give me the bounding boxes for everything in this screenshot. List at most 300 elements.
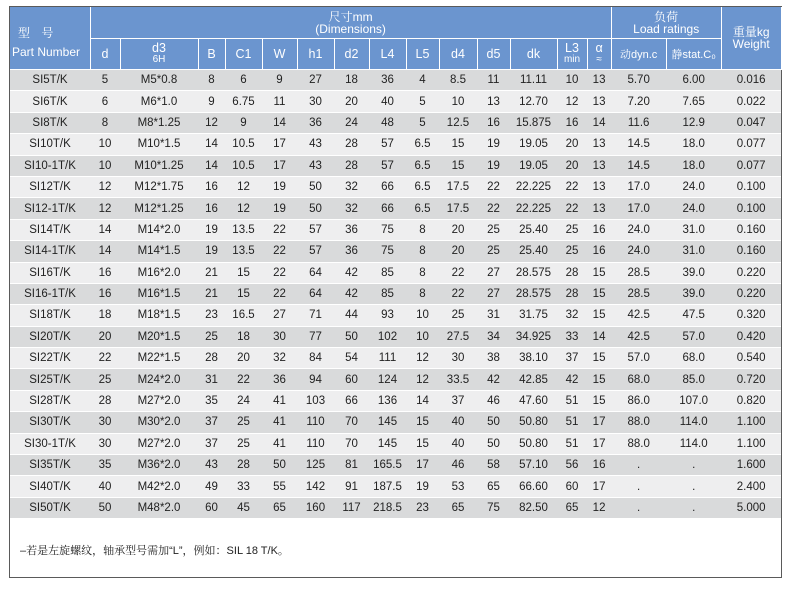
col-d: d xyxy=(90,39,120,70)
table-cell: 85 xyxy=(369,283,406,304)
table-cell: 28 xyxy=(198,348,225,369)
table-cell: 19.05 xyxy=(510,155,557,176)
table-cell: 24.0 xyxy=(666,198,721,219)
table-cell: 9 xyxy=(198,91,225,112)
table-row xyxy=(10,369,781,390)
table-cell: 7.65 xyxy=(666,91,721,112)
table-cell: 71 xyxy=(297,305,334,326)
cell-part-number: SI30T/K xyxy=(10,412,90,433)
table-cell: 81 xyxy=(334,455,369,476)
col-c1: C1 xyxy=(225,39,262,70)
table-cell: 24.0 xyxy=(666,176,721,197)
cell-part-number: SI40T/K xyxy=(10,476,90,497)
table-cell: 42 xyxy=(334,262,369,283)
table-row xyxy=(10,390,781,411)
table-cell: 17.0 xyxy=(611,198,666,219)
table-cell: 22 xyxy=(477,198,510,219)
table-cell: 43 xyxy=(198,455,225,476)
table-cell: 0.160 xyxy=(721,219,781,240)
table-cell: 19 xyxy=(262,198,297,219)
table-cell: 25 xyxy=(198,326,225,347)
table-cell: 75 xyxy=(369,219,406,240)
table-cell: M48*2.0 xyxy=(120,497,198,518)
table-cell: 43 xyxy=(297,155,334,176)
cell-part-number: SI12-1T/K xyxy=(10,198,90,219)
table-cell: 0.022 xyxy=(721,91,781,112)
table-row xyxy=(10,241,781,262)
spec-table xyxy=(10,7,782,519)
table-cell: 5 xyxy=(406,91,439,112)
table-cell: 16 xyxy=(477,112,510,133)
cell-part-number: SI6T/K xyxy=(10,91,90,112)
table-cell: 39.0 xyxy=(666,262,721,283)
table-cell: 22.225 xyxy=(510,176,557,197)
table-cell: 5 xyxy=(90,70,120,91)
table-cell: M10*1.5 xyxy=(120,134,198,155)
table-cell: 0.100 xyxy=(721,176,781,197)
table-cell: 0.160 xyxy=(721,241,781,262)
table-cell: 15 xyxy=(225,262,262,283)
table-cell: 136 xyxy=(369,390,406,411)
table-cell: 28 xyxy=(90,390,120,411)
table-row xyxy=(10,305,781,326)
table-cell: 31.0 xyxy=(666,219,721,240)
table-cell: 13.5 xyxy=(225,219,262,240)
table-cell: 60 xyxy=(334,369,369,390)
table-cell: 218.5 xyxy=(369,497,406,518)
table-cell: 0.220 xyxy=(721,262,781,283)
header-load-ratings: 负荷 Load ratings xyxy=(611,7,721,39)
table-cell: 28 xyxy=(334,155,369,176)
table-cell: . xyxy=(666,455,721,476)
table-cell: 30 xyxy=(439,348,477,369)
table-cell: 114.0 xyxy=(666,433,721,454)
table-cell: 42.5 xyxy=(611,326,666,347)
table-cell: 14.5 xyxy=(611,155,666,176)
table-cell: 65 xyxy=(262,497,297,518)
table-cell: 28.5 xyxy=(611,262,666,283)
table-cell: 25.40 xyxy=(510,241,557,262)
table-cell: 33 xyxy=(557,326,587,347)
table-cell: 124 xyxy=(369,369,406,390)
table-cell: 37 xyxy=(439,390,477,411)
table-cell: 30 xyxy=(262,326,297,347)
table-cell: 38.10 xyxy=(510,348,557,369)
table-cell: 17 xyxy=(587,433,611,454)
table-cell: 25 xyxy=(557,219,587,240)
table-cell: 0.540 xyxy=(721,348,781,369)
table-cell: 0.077 xyxy=(721,134,781,155)
table-cell: 6 xyxy=(225,70,262,91)
table-cell: 33.5 xyxy=(439,369,477,390)
table-cell: M27*2.0 xyxy=(120,433,198,454)
table-cell: 37 xyxy=(198,433,225,454)
cell-part-number: SI10T/K xyxy=(10,134,90,155)
table-cell: 86.0 xyxy=(611,390,666,411)
spec-table-body xyxy=(10,70,781,519)
table-cell: 12 xyxy=(90,176,120,197)
col-stat-load: 静stat.C₀ xyxy=(666,39,721,70)
header-part-number: 型 号 Part Number xyxy=(10,7,90,70)
table-cell: 16.5 xyxy=(225,305,262,326)
table-cell: 10 xyxy=(90,155,120,176)
table-cell: 22 xyxy=(262,262,297,283)
table-cell: 114.0 xyxy=(666,412,721,433)
table-cell: 84 xyxy=(297,348,334,369)
table-cell: 22 xyxy=(225,369,262,390)
table-cell: 10 xyxy=(439,91,477,112)
table-cell: 15 xyxy=(587,262,611,283)
table-cell: 5.70 xyxy=(611,70,666,91)
table-cell: 44 xyxy=(334,305,369,326)
table-cell: 37 xyxy=(198,412,225,433)
table-cell: M16*2.0 xyxy=(120,262,198,283)
table-cell: 14 xyxy=(90,219,120,240)
table-cell: 17 xyxy=(262,155,297,176)
table-cell: 13 xyxy=(587,70,611,91)
table-cell: 1.600 xyxy=(721,455,781,476)
table-row xyxy=(10,91,781,112)
table-cell: M30*2.0 xyxy=(120,412,198,433)
table-cell: 14 xyxy=(262,112,297,133)
table-cell: 13.5 xyxy=(225,241,262,262)
col-d4: d4 xyxy=(439,39,477,70)
table-cell: 36 xyxy=(369,70,406,91)
table-cell: 15 xyxy=(587,348,611,369)
table-cell: . xyxy=(666,476,721,497)
table-cell: M20*1.5 xyxy=(120,326,198,347)
table-cell: 48 xyxy=(369,112,406,133)
table-cell: 13 xyxy=(587,155,611,176)
table-cell: 51 xyxy=(557,390,587,411)
footnote: –若是左旋螺纹，轴承型号需加“L”，例如：SIL 18 T/K。 xyxy=(20,545,289,557)
table-cell: 103 xyxy=(297,390,334,411)
cell-part-number: SI18T/K xyxy=(10,305,90,326)
table-cell: 18 xyxy=(90,305,120,326)
table-cell: 6.75 xyxy=(225,91,262,112)
table-cell: 41 xyxy=(262,390,297,411)
table-cell: 45 xyxy=(225,497,262,518)
table-cell: 50 xyxy=(297,176,334,197)
table-cell: 10.5 xyxy=(225,134,262,155)
col-alpha: α ≈ xyxy=(587,39,611,70)
table-cell: 93 xyxy=(369,305,406,326)
table-cell: 49 xyxy=(198,476,225,497)
table-row xyxy=(10,412,781,433)
table-cell: 110 xyxy=(297,433,334,454)
table-cell: 40 xyxy=(90,476,120,497)
cell-part-number: SI28T/K xyxy=(10,390,90,411)
table-cell: 19 xyxy=(198,219,225,240)
table-cell: 40 xyxy=(369,91,406,112)
table-cell: 50.80 xyxy=(510,433,557,454)
cell-part-number: SI35T/K xyxy=(10,455,90,476)
table-cell: 6.5 xyxy=(406,176,439,197)
col-h1: h1 xyxy=(297,39,334,70)
table-cell: 19 xyxy=(477,155,510,176)
col-w: W xyxy=(262,39,297,70)
table-cell: 66 xyxy=(369,176,406,197)
table-cell: 24.0 xyxy=(611,219,666,240)
table-cell: 11.6 xyxy=(611,112,666,133)
table-cell: 68.0 xyxy=(611,369,666,390)
col-d3: d3 6H xyxy=(120,39,198,70)
table-cell: 32 xyxy=(557,305,587,326)
cell-part-number: SI16T/K xyxy=(10,262,90,283)
table-cell: 57.10 xyxy=(510,455,557,476)
table-row xyxy=(10,176,781,197)
table-cell: 111 xyxy=(369,348,406,369)
table-cell: 12 xyxy=(90,198,120,219)
table-cell: 16 xyxy=(198,176,225,197)
table-cell: M8*1.25 xyxy=(120,112,198,133)
table-cell: 20 xyxy=(557,134,587,155)
table-cell: 57 xyxy=(297,219,334,240)
table-cell: 75 xyxy=(477,497,510,518)
table-cell: 70 xyxy=(334,412,369,433)
table-row xyxy=(10,348,781,369)
table-cell: 22 xyxy=(439,262,477,283)
table-cell: 14.5 xyxy=(611,134,666,155)
table-cell: 46 xyxy=(439,455,477,476)
table-cell: 33 xyxy=(225,476,262,497)
table-cell: 66 xyxy=(369,198,406,219)
table-row xyxy=(10,198,781,219)
table-cell: 54 xyxy=(334,348,369,369)
table-cell: 41 xyxy=(262,433,297,454)
table-cell: 22 xyxy=(439,283,477,304)
table-cell: 57 xyxy=(369,155,406,176)
table-cell: 19 xyxy=(406,476,439,497)
table-cell: 9 xyxy=(262,70,297,91)
table-cell: 28 xyxy=(557,283,587,304)
table-cell: 15 xyxy=(225,283,262,304)
table-cell: 32 xyxy=(262,348,297,369)
table-cell: 22 xyxy=(90,348,120,369)
table-cell: 8 xyxy=(406,262,439,283)
table-cell: 8 xyxy=(406,241,439,262)
table-cell: 15 xyxy=(439,134,477,155)
cell-part-number: SI8T/K xyxy=(10,112,90,133)
table-row xyxy=(10,455,781,476)
table-cell: 14 xyxy=(587,326,611,347)
table-row xyxy=(10,476,781,497)
table-cell: 160 xyxy=(297,497,334,518)
table-cell: 15 xyxy=(587,283,611,304)
table-cell: 15 xyxy=(439,155,477,176)
cell-part-number: SI5T/K xyxy=(10,70,90,91)
table-cell: 32 xyxy=(334,198,369,219)
table-cell: 31 xyxy=(477,305,510,326)
table-cell: . xyxy=(611,476,666,497)
table-cell: 18 xyxy=(225,326,262,347)
table-cell: 64 xyxy=(297,283,334,304)
table-cell: 41 xyxy=(262,412,297,433)
table-row xyxy=(10,70,781,91)
table-cell: 19 xyxy=(262,176,297,197)
table-cell: 17.5 xyxy=(439,198,477,219)
table-cell: 25 xyxy=(439,305,477,326)
table-cell: 8.5 xyxy=(439,70,477,91)
table-cell: M24*2.0 xyxy=(120,369,198,390)
table-cell: 125 xyxy=(297,455,334,476)
table-cell: 15 xyxy=(406,433,439,454)
table-cell: 65 xyxy=(557,497,587,518)
table-cell: 88.0 xyxy=(611,412,666,433)
table-cell: 0.077 xyxy=(721,155,781,176)
table-cell: 0.100 xyxy=(721,198,781,219)
table-cell: 17 xyxy=(587,412,611,433)
table-cell: 18 xyxy=(334,70,369,91)
table-cell: 6.00 xyxy=(666,70,721,91)
table-cell: 53 xyxy=(439,476,477,497)
table-cell: 12 xyxy=(406,369,439,390)
table-cell: 15.875 xyxy=(510,112,557,133)
table-cell: 35 xyxy=(198,390,225,411)
table-cell: 0.047 xyxy=(721,112,781,133)
table-cell: 36 xyxy=(334,219,369,240)
table-cell: 31.75 xyxy=(510,305,557,326)
col-l5: L5 xyxy=(406,39,439,70)
table-cell: 27 xyxy=(262,305,297,326)
table-cell: M10*1.25 xyxy=(120,155,198,176)
table-cell: 57.0 xyxy=(666,326,721,347)
table-cell: 36 xyxy=(334,241,369,262)
cell-part-number: SI10-1T/K xyxy=(10,155,90,176)
table-cell: 15 xyxy=(587,369,611,390)
table-cell: 23 xyxy=(198,305,225,326)
table-cell: 19.05 xyxy=(510,134,557,155)
table-cell: 51 xyxy=(557,433,587,454)
table-cell: 10 xyxy=(406,326,439,347)
table-cell: 47.60 xyxy=(510,390,557,411)
table-cell: 12.5 xyxy=(439,112,477,133)
table-cell: 42.85 xyxy=(510,369,557,390)
table-cell: 28 xyxy=(334,134,369,155)
table-cell: 16 xyxy=(198,198,225,219)
table-cell: 12.70 xyxy=(510,91,557,112)
table-cell: 19 xyxy=(198,241,225,262)
table-cell: 30 xyxy=(90,433,120,454)
table-cell: . xyxy=(611,497,666,518)
table-cell: 28.5 xyxy=(611,283,666,304)
table-cell: 14 xyxy=(198,134,225,155)
table-cell: 12 xyxy=(225,176,262,197)
table-cell: 14 xyxy=(90,241,120,262)
table-cell: M27*2.0 xyxy=(120,390,198,411)
table-cell: 13 xyxy=(477,91,510,112)
table-cell: 1.100 xyxy=(721,433,781,454)
table-cell: 88.0 xyxy=(611,433,666,454)
table-cell: 13 xyxy=(587,134,611,155)
table-cell: 24 xyxy=(225,390,262,411)
table-cell: 10.5 xyxy=(225,155,262,176)
table-cell: 50 xyxy=(262,455,297,476)
table-cell: M12*1.75 xyxy=(120,176,198,197)
table-cell: 27.5 xyxy=(439,326,477,347)
table-cell: 9 xyxy=(225,112,262,133)
table-cell: 16 xyxy=(90,262,120,283)
table-cell: 15 xyxy=(587,305,611,326)
table-cell: 56 xyxy=(557,455,587,476)
table-cell: 165.5 xyxy=(369,455,406,476)
table-cell: 25 xyxy=(557,241,587,262)
table-cell: 8 xyxy=(90,112,120,133)
table-cell: 0.720 xyxy=(721,369,781,390)
table-cell: 16 xyxy=(587,241,611,262)
table-cell: 37 xyxy=(557,348,587,369)
table-cell: M18*1.5 xyxy=(120,305,198,326)
table-cell: 57 xyxy=(369,134,406,155)
table-cell: 8 xyxy=(406,283,439,304)
table-cell: 39.0 xyxy=(666,283,721,304)
table-cell: 21 xyxy=(198,262,225,283)
table-cell: 50 xyxy=(90,497,120,518)
cell-part-number: SI22T/K xyxy=(10,348,90,369)
table-cell: 12 xyxy=(587,497,611,518)
table-row xyxy=(10,262,781,283)
table-cell: 6 xyxy=(90,91,120,112)
table-cell: 18.0 xyxy=(666,134,721,155)
table-cell: 145 xyxy=(369,412,406,433)
table-cell: 142 xyxy=(297,476,334,497)
table-cell: 17 xyxy=(587,476,611,497)
table-cell: 7.20 xyxy=(611,91,666,112)
table-cell: 58 xyxy=(477,455,510,476)
table-cell: 110 xyxy=(297,412,334,433)
table-cell: 36 xyxy=(262,369,297,390)
table-cell: 25 xyxy=(477,219,510,240)
table-cell: 5.000 xyxy=(721,497,781,518)
table-cell: 16 xyxy=(587,455,611,476)
table-cell: 34.925 xyxy=(510,326,557,347)
table-cell: 11 xyxy=(477,70,510,91)
table-cell: 8 xyxy=(406,219,439,240)
table-cell: 13 xyxy=(587,176,611,197)
table-row xyxy=(10,497,781,518)
cell-part-number: SI16-1T/K xyxy=(10,283,90,304)
table-cell: M42*2.0 xyxy=(120,476,198,497)
table-cell: 20 xyxy=(334,91,369,112)
table-cell: 57.0 xyxy=(611,348,666,369)
table-cell: 12.9 xyxy=(666,112,721,133)
table-row xyxy=(10,326,781,347)
table-cell: 40 xyxy=(439,412,477,433)
table-cell: 40 xyxy=(439,433,477,454)
table-cell: 0.016 xyxy=(721,70,781,91)
table-cell: 42 xyxy=(557,369,587,390)
header-dimensions: 尺寸mm (Dimensions) xyxy=(90,7,611,39)
table-cell: 51 xyxy=(557,412,587,433)
table-cell: 10 xyxy=(406,305,439,326)
cell-part-number: SI14T/K xyxy=(10,219,90,240)
table-cell: 22.225 xyxy=(510,198,557,219)
table-cell: 22 xyxy=(262,241,297,262)
table-cell: 187.5 xyxy=(369,476,406,497)
cell-part-number: SI14-1T/K xyxy=(10,241,90,262)
col-dyn-load: 动dyn.c xyxy=(611,39,666,70)
table-cell: 10 xyxy=(90,134,120,155)
table-cell: 60 xyxy=(557,476,587,497)
table-cell: 14 xyxy=(406,390,439,411)
table-cell: 107.0 xyxy=(666,390,721,411)
table-cell: 46 xyxy=(477,390,510,411)
table-cell: 28 xyxy=(225,455,262,476)
table-cell: 0.220 xyxy=(721,283,781,304)
table-cell: 28 xyxy=(557,262,587,283)
table-cell: 27 xyxy=(297,70,334,91)
table-row xyxy=(10,283,781,304)
